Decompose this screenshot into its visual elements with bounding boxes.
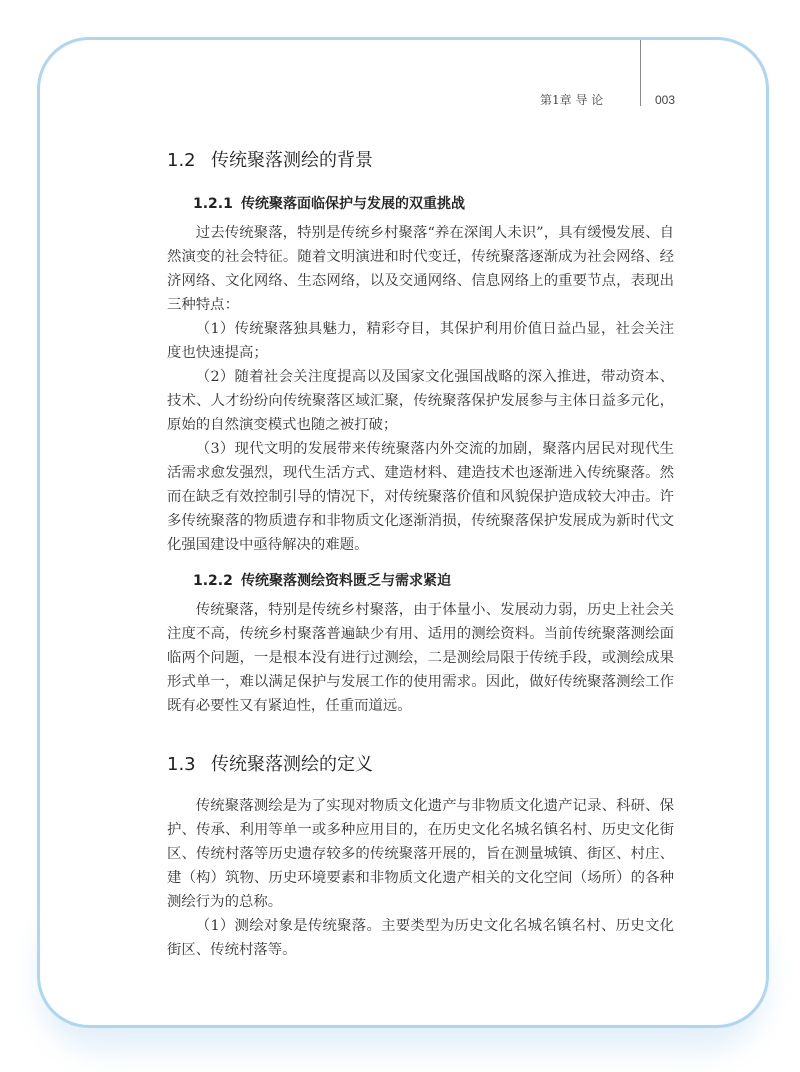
paragraph: （2）随着社会关注度提高以及国家文化强国战略的深入推进，带动资本、技术、人才纷纷向传统聚落区域汇聚，传统聚落保护发展参与主体日益多元化，原始的自然演变模式也随之被打破；	[167, 369, 674, 433]
paragraph: 传统聚落测绘是为了实现对物质文化遗产与非物质文化遗产记录、科研、保护、传承、利用等单一或多种应用目的，在历史文化名城名镇名村、历史文化街区、传统村落等历史遗存较多的传统聚落开展的，旨在测量城镇、街区、村庄、建（构）筑物、历史环境要素和非物质文化遗产相关的文化空间（场所）的各种测绘行为的总称。	[167, 798, 674, 910]
section-number: 1.2	[167, 150, 196, 171]
paragraph: （3）现代文明的发展带来传统聚落内外交流的加剧，聚落内居民对现代生活需求愈发强烈，现代生活方式、建造材料、建造技术也逐渐进入传统聚落。然而在缺乏有效控制引导的情况下，对传统聚落价值和风貌保护造成较大冲击。许多传统聚落的物质遗存和非物质文化逐渐消损，传统聚落保护发展成为新时代文化强国建设中亟待解决的难题。	[167, 441, 674, 553]
paragraph: （1）测绘对象是传统聚落。主要类型为历史文化名城名镇名村、历史文化街区、传统村落等。	[167, 918, 674, 958]
subsection-heading-1-2-2	[193, 571, 674, 591]
section-title: 传统聚落测绘的定义	[211, 754, 373, 775]
section-title: 传统聚落测绘的背景	[211, 150, 373, 171]
paragraph: 过去传统聚落，特别是传统乡村聚落“养在深闺人未识”，具有缓慢发展、自然演变的社会特征。随着文明演进和时代变迁，传统聚落逐渐成为社会网络、经济网络、文化网络、生态网络，以及交通网络、信息网络上的重要节点，表现出三种特点：	[167, 225, 674, 313]
subsection-title: 传统聚落测绘资料匮乏与需求紧迫	[241, 573, 451, 589]
subsection-title: 传统聚落面临保护与发展的双重挑战	[241, 196, 465, 212]
subsection-heading-1-2-1	[193, 194, 674, 214]
page-body	[167, 149, 674, 962]
subsection-number: 1.2.1	[193, 196, 233, 212]
paragraph: （1）传统聚落独具魅力，精彩夺目，其保护利用价值日益凸显，社会关注度也快速提高；	[167, 321, 674, 361]
subsection-number: 1.2.2	[193, 573, 233, 589]
section-heading-1-3	[167, 753, 674, 777]
section-heading-1-2	[167, 149, 674, 173]
running-head-chapter: 第1章 导 论	[540, 93, 604, 107]
page-number: 003	[655, 93, 676, 107]
paragraph: 传统聚落，特别是传统乡村聚落，由于体量小、发展动力弱，历史上社会关注度不高，传统乡村聚落普遍缺少有用、适用的测绘资料。当前传统聚落测绘面临两个问题，一是根本没有进行过测绘，二是测绘局限于传统手段，或测绘成果形式单一，难以满足保护与发展工作的使用需求。因此，做好传统聚落测绘工作既有必要性又有紧迫性，任重而道远。	[167, 602, 674, 714]
section-number: 1.3	[167, 754, 196, 775]
header-divider	[640, 40, 641, 106]
